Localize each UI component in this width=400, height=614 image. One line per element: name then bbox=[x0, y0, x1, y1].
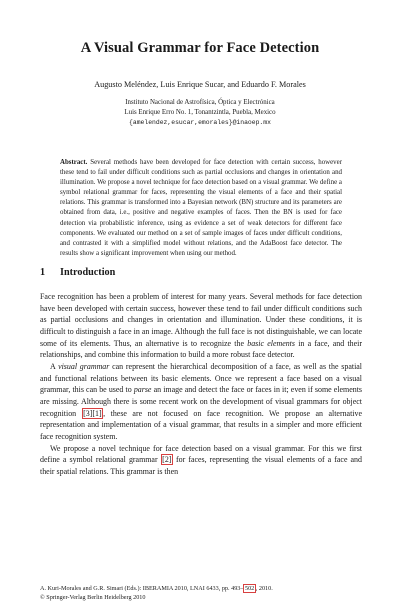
abstract-text: Several methods have been developed for face detection with certain success, however these tend to fail under difficult conditions such as partial occlusions and changes in orientation and illumination. We propose a novel technique for face detection based on a visual grammar. We define a symbol relational grammar for faces, representing the visual elements of a face and their spatial relations. This grammar is transformed into a Bayesian network (BN) structure and its parameters are obtained from data, i.e., positive and negative examples of faces. Then the BN is used for face detection via probabilistic inference, using as evidence a set of weak detectors for different face components. We evaluated our method on a set of sample images of faces under difficult conditions, and contrasted it with a simplified model without relations, and the AdaBoost face detector. The results show a significant improvement when using our method. bbox=[60, 159, 342, 257]
paragraph-text: A bbox=[50, 361, 59, 371]
emphasis-text: visual grammar bbox=[58, 361, 110, 371]
paragraph-2 bbox=[40, 361, 362, 443]
section-heading bbox=[40, 267, 115, 278]
paper-title: A Visual Grammar for Face Detection bbox=[80, 40, 320, 56]
section-number: 1 bbox=[40, 267, 46, 278]
body-text bbox=[40, 291, 362, 478]
page-range-link[interactable]: 502 bbox=[244, 585, 255, 592]
paragraph-text: We propose a novel technique for face detection based on a visual grammar. For this we first define a symbol relational grammar bbox=[40, 443, 362, 465]
footer-text: A. Kuri-Morales and G.R. Simari (Eds.): IBERAMIA 2010, LNAI 6433, pp. 493– bbox=[40, 585, 244, 592]
paragraph-text: Face recognition has been a problem of interest for many years. Several methods for face detection have been developed with certain success, however these tend to fail under difficult conditions such as partial occlusions and changes in orientation and illumination. Under these conditions, it is difficult to distinguish a face in an image. Although the full face is not distinguishable, we can locate some of its elements. Thus, an alternative is to recognize the bbox=[40, 292, 362, 348]
affiliation-institute: Instituto Nacional de Astrofísica, Óptica y Electrónica bbox=[125, 99, 275, 106]
emphasis-text: parse bbox=[133, 385, 152, 395]
citation-link[interactable]: [3][1] bbox=[83, 408, 102, 418]
abstract-label: Abstract. bbox=[60, 159, 88, 166]
section-title: Introduction bbox=[60, 267, 116, 278]
paragraph-1 bbox=[40, 291, 362, 361]
emphasis-text: basic elements bbox=[247, 338, 295, 348]
affiliation-block bbox=[0, 98, 400, 128]
paragraph-text: for faces, representing the visual elements of a face and their spatial relations. This grammar is then bbox=[40, 455, 362, 476]
paragraph-text: in a face, and their relationships, and combine this information to build a more robust face detector. bbox=[40, 338, 362, 360]
paragraph-text: can represent the hierarchical decomposition of a face, as well as the spatial and functional relations between its basic elements. Once we represent a face based on a visual grammar, this can be used to bbox=[40, 361, 362, 395]
footer-text: , 2010. bbox=[255, 585, 273, 592]
paragraph-3 bbox=[40, 443, 362, 478]
affiliation-address: Luis Enrique Erro No. 1, Tonantzintla, Puebla, Mexico bbox=[124, 109, 276, 116]
paragraph-text: , these are not focused on face recognition. We propose an alternative representation and implementation of a visual grammar, that results in a simpler and more efficient face recognition system. bbox=[40, 408, 362, 441]
citation-link[interactable]: [2] bbox=[162, 455, 172, 465]
author-list: Augusto Meléndez, Luis Enrique Sucar, and Eduardo F. Morales bbox=[94, 80, 306, 89]
abstract bbox=[60, 158, 342, 259]
publication-info bbox=[40, 585, 370, 594]
copyright-notice: © Springer-Verlag Berlin Heidelberg 2010 bbox=[40, 593, 146, 601]
paragraph-text: an image and detect the face or faces in it; even if some elements are missing. Although there is some recent work on the development of visual grammars for object recognition bbox=[40, 385, 362, 418]
author-emails: {amelendez,esucar,emorales}@inaoep.mx bbox=[129, 119, 271, 126]
page-footer bbox=[40, 585, 370, 602]
